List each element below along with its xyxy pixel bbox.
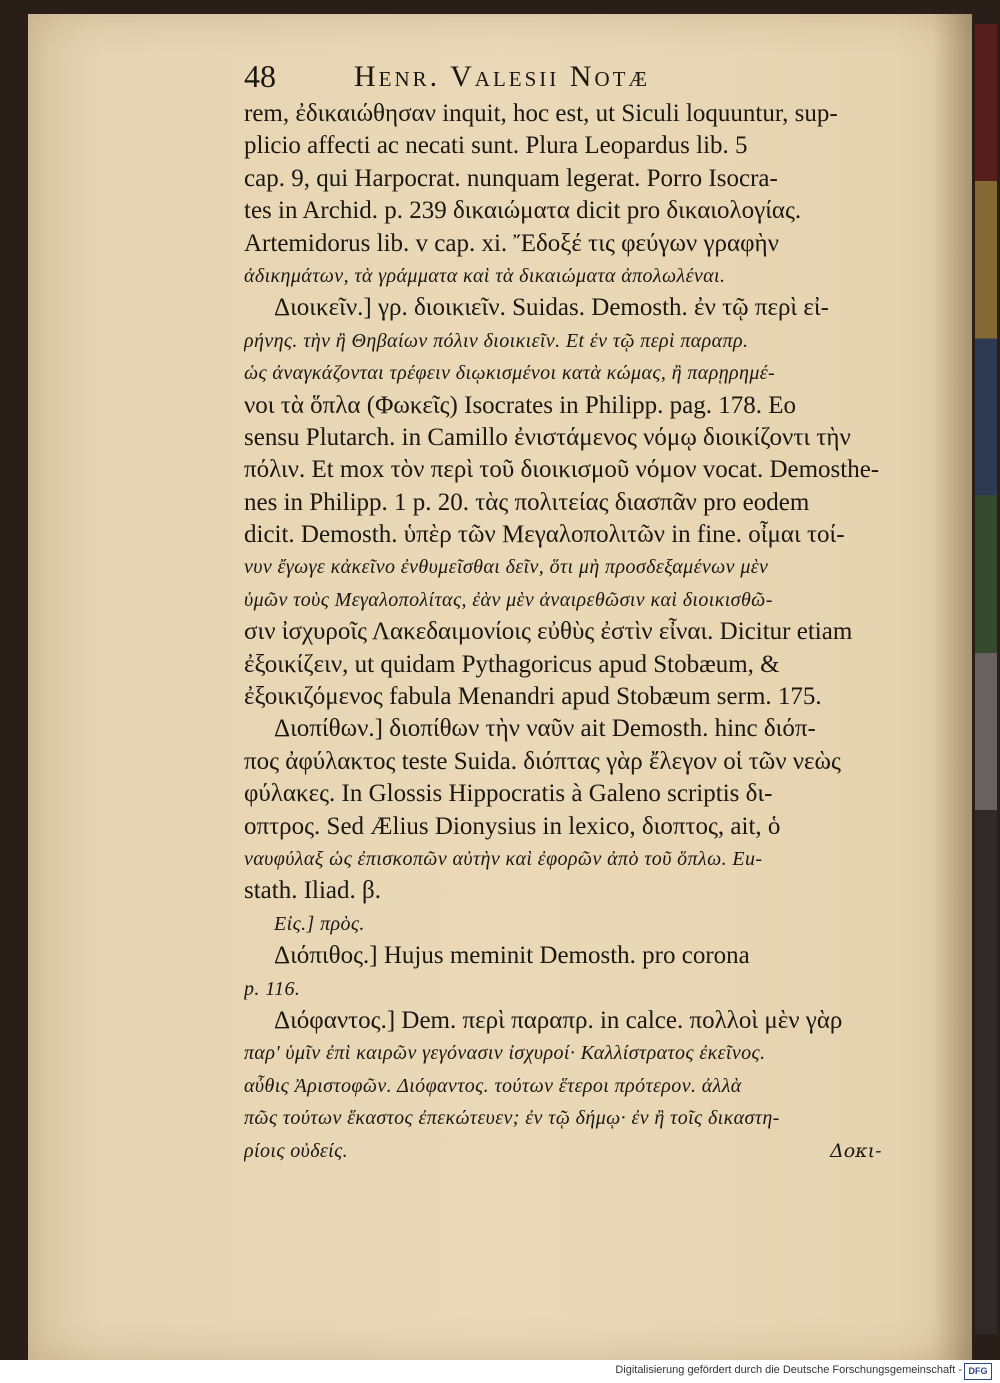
dfg-logo: DFG <box>964 1363 992 1380</box>
text-line: φύλακες. In Glossis Hippocratis à Galeno scriptis δι- <box>244 780 773 808</box>
text-line: σιν ἰσχυροῖς Λακεδαιμονίοις εὐθὺς ἐστὶν εἶναι. Dicitur etiam <box>244 618 853 646</box>
text-line: stath. Iliad. β. <box>244 877 381 905</box>
text-line: p. 116. <box>244 977 301 1000</box>
text-line: Artemidorus lib. v cap. xi. Ἔδοξέ τις φεύγων γραφὴν <box>244 229 779 257</box>
text-line: πόλιν. Et mox τὸν περὶ τοῦ διοικισμοῦ νόμον vocat. Demosthe- <box>244 456 880 484</box>
text-line: ρίοις οὐδείς. <box>244 1139 349 1162</box>
text-line: πος ἀφύλακτος teste Suida. διόπτας γὰρ ἔλεγον οἱ τῶν νεὼς <box>244 747 841 775</box>
text-line: plicio affecti ac necati sunt. Plura Leopardus lib. 5 <box>244 132 748 160</box>
text-line: αὖθις Ἀριστοφῶν. Διόφαντος. τούτων ἕτεροι πρότερον. ἀλλὰ <box>244 1074 742 1097</box>
text-line: Διοπίθων.] διοπίθων τὴν ναῦν ait Demosth. hinc διόπ- <box>274 715 816 743</box>
text-line: Διοικεῖν.] γρ. διοικιεῖν. Suidas. Demosth. ἐν τῷ περὶ εἰ- <box>274 294 829 322</box>
text-line: sensu Plutarch. in Camillo ἐνιστάμενος νόμῳ διοικίζοντι τὴν <box>244 423 851 451</box>
text-line: νυν ἔγωγε κἀκεῖνο ἐνθυμεῖσθαι δεῖν, ὅτι μὴ προσδεξαμένων μὲν <box>244 556 769 579</box>
color-calibration-strip <box>975 24 997 1334</box>
text-line: rem, ἐδικαιώθησαν inquit, hoc est, ut Siculi loquuntur, sup- <box>244 100 838 127</box>
page-body <box>244 98 904 1167</box>
gutter-shadow <box>932 14 972 1360</box>
text-line: πῶς τούτων ἕκαστος ἐπεκώτευεν; ἐν τῷ δήμῳ· ἐν ἢ τοῖς δικαστη- <box>244 1107 780 1130</box>
text-line: ναυφύλαξ ὡς ἐπισκοπῶν αὐτὴν καὶ ἐφορῶν ἀπὸ τοῦ ὅπλω. Eu- <box>244 847 763 870</box>
text-line: tes in Archid. p. 239 δικαιώματα dicit pro δικαιολογίας. <box>244 197 802 225</box>
text-line: οπτρος. Sed Ælius Dionysius in lexico, διοπτος, ait, ὁ <box>244 812 781 840</box>
catchword: Δοκι- <box>830 1140 882 1162</box>
text-line: ἀδικημάτων, τὰ γράμματα καὶ τὰ δικαιώματα ἀπολωλέναι. <box>244 264 726 287</box>
text-line: dicit. Demosth. ὑπὲρ τῶν Μεγαλοπολιτῶν in fine. οἶμαι τοί- <box>244 521 845 549</box>
footer-bar <box>0 1360 1000 1383</box>
text-line: cap. 9, qui Harpocrat. nunquam legerat. Porro Isocra- <box>244 164 778 192</box>
text-line: ἐξοικίζειν, ut quidam Pythagoricus apud Stobæum, & <box>244 650 780 678</box>
header-title: Henr. Valesii Notæ <box>354 60 651 93</box>
text-line: ὑμῶν τοὺς Μεγαλοπολίτας, ἐὰν μὲν ἀναιρεθῶσιν καὶ διοικισθῶ- <box>244 588 773 611</box>
funding-credit: Digitalisierung gefördert durch die Deutsche Forschungsgemeinschaft - <box>615 1364 962 1376</box>
text-line: παρ' ὑμῖν ἐπὶ καιρῶν γεγόνασιν ἰσχυροί· Καλλίστρατος ἐκεῖνος. <box>244 1042 766 1065</box>
text-line: Διόπιθος.] Hujus meminit Demosth. pro corona <box>274 942 750 970</box>
text-line: ρήνης. τὴν ἢ Θηβαίων πόλιν διοικιεῖν. Et ἐν τῷ περὶ παραπρ. <box>244 329 749 352</box>
text-line: nes in Philipp. 1 p. 20. τὰς πολιτείας διασπᾶν pro eodem <box>244 488 810 516</box>
text-line: Εἰς.] πρὸς. <box>274 912 365 935</box>
text-line: ἐξοικιζόμενος fabula Menandri apud Stobæum serm. 175. <box>244 683 822 711</box>
text-line: νοι τὰ ὅπλα (Φωκεῖς) Isocrates in Philipp. pag. 178. Eo <box>244 391 797 419</box>
text-line: ὡς ἀναγκάζονται τρέφειν διῳκισμένοι κατὰ κώμας, ἢ παρῃρημέ- <box>244 362 776 385</box>
text-line: Διόφαντος.] Dem. περὶ παραπρ. in calce. πολλοὶ μὲν γὰρ <box>274 1006 843 1034</box>
page-number: 48 <box>244 58 276 94</box>
running-head <box>244 58 904 98</box>
